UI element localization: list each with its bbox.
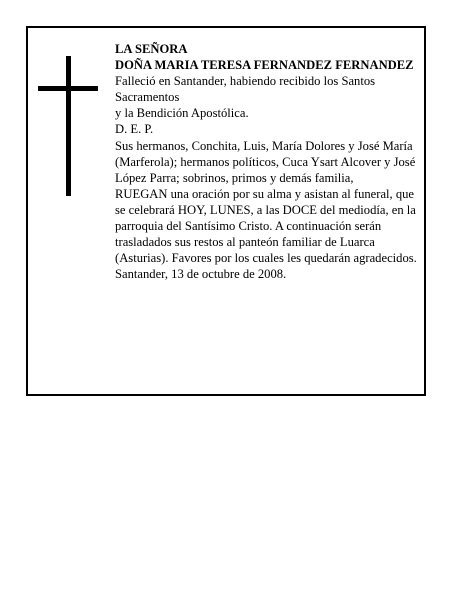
request-paragraph: RUEGAN una oración por su alma y asistan al funeral, que se celebrará HOY, LUNES, a las DOCE del mediodía, en la parroquia del Santísimo Cristo. A continuación serán trasladados sus restos al panteón familiar de Luarca (Asturias). Favores por los cuales les quedarán agradecidos.	[115, 186, 417, 266]
blessing-line: y la Bendición Apostólica.	[115, 106, 249, 121]
cross-icon	[66, 56, 71, 196]
notice-body	[115, 41, 423, 282]
death-announcement: Falleció en Santander, habiendo recibido los Santos Sacramentos	[115, 74, 376, 105]
family-paragraph: Sus hermanos, Conchita, Luis, María Dolores y José María (Marferola); hermanos políticos, Cuca Ysart Alcover y José López Parra; sobrinos, primos y demás familia,	[115, 138, 416, 185]
obituary-notice	[26, 26, 426, 396]
cross-icon-crossbar	[38, 86, 98, 91]
notice-title: LA SEÑORA	[115, 42, 188, 56]
deceased-name: DOÑA MARIA TERESA FERNANDEZ FERNANDEZ	[115, 58, 414, 73]
dep-line: D. E. P.	[115, 122, 154, 137]
place-date: Santander, 13 de octubre de 2008.	[115, 267, 287, 282]
